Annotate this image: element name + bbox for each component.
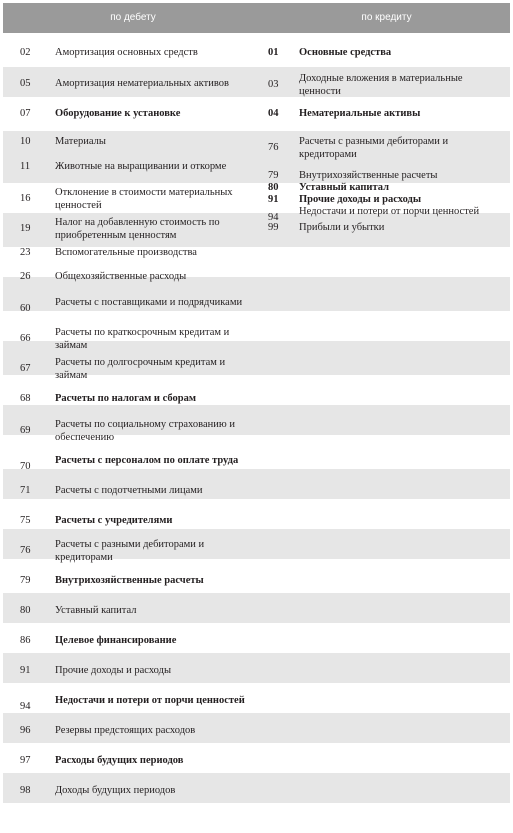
debit-account-name: Доходы будущих периодов xyxy=(55,785,176,796)
credit-account-code: 80 xyxy=(268,182,279,193)
debit-account-name: Общехозяйственные расходы xyxy=(55,271,187,282)
debit-account-code: 19 xyxy=(20,223,31,234)
debit-account-code: 75 xyxy=(20,515,31,526)
debit-account-code: 23 xyxy=(20,247,31,258)
debit-account-code: 26 xyxy=(20,271,31,282)
debit-account-name: Расчеты по налогам и сборам xyxy=(55,393,196,404)
debit-account-name: Отклонение в стоимости материальных ценностей xyxy=(55,187,233,211)
credit-account-code: 79 xyxy=(268,170,279,181)
debit-account-name: Целевое финансирование xyxy=(55,635,177,646)
debit-account-code: 60 xyxy=(20,303,31,314)
credit-account-name: Расчеты с разными дебиторами и кредиторами xyxy=(299,136,449,160)
debit-account-name: Резервы предстоящих расходов xyxy=(55,725,196,736)
debit-account-name: Расчеты с персоналом по оплате труда xyxy=(55,455,239,466)
debit-account-code: 69 xyxy=(20,425,31,436)
debit-account-name: Амортизация основных средств xyxy=(55,47,198,58)
debit-account-name: Вспомогательные производства xyxy=(55,247,197,258)
credit-account-name: Уставный капитал xyxy=(299,182,389,193)
debit-account-name: Амортизация нематериальных активов xyxy=(55,78,229,89)
credit-account-name: Недостачи и потери от порчи ценностей xyxy=(299,206,480,217)
credit-account-code: 91 xyxy=(268,194,279,205)
debit-account-code: 10 xyxy=(20,136,31,147)
debit-account-name: Оборудование к установке xyxy=(55,108,181,119)
debit-account-name: Расчеты с поставщиками и подрядчиками xyxy=(55,297,243,308)
debit-account-code: 94 xyxy=(20,701,31,712)
debit-account-name: Расчеты с разными дебиторами и кредиторами xyxy=(55,539,205,563)
table-row xyxy=(3,803,510,833)
debit-account-code: 91 xyxy=(20,665,31,676)
credit-account-name: Нематериальные активы xyxy=(299,108,421,119)
debit-account-code: 68 xyxy=(20,393,31,404)
debit-account-code: 79 xyxy=(20,575,31,586)
header-debit: по дебету xyxy=(110,12,156,23)
credit-account-name: Основные средства xyxy=(299,47,392,58)
credit-account-name: Доходные вложения в материальные ценности xyxy=(299,73,463,97)
debit-account-code: 66 xyxy=(20,333,31,344)
debit-account-code: 07 xyxy=(20,108,31,119)
debit-account-name: Недостачи и потери от порчи ценностей xyxy=(55,695,245,706)
debit-account-code: 80 xyxy=(20,605,31,616)
debit-account-name: Расчеты с подотчетными лицами xyxy=(55,485,203,496)
debit-account-name: Расчеты по краткосрочным кредитам и займам xyxy=(55,327,230,351)
debit-account-name: Расчеты по долгосрочным кредитам и займам xyxy=(55,357,226,381)
credit-account-name: Прочие доходы и расходы xyxy=(299,194,422,205)
credit-account-code: 03 xyxy=(268,79,279,90)
debit-account-code: 16 xyxy=(20,193,31,204)
debit-account-code: 76 xyxy=(20,545,31,556)
debit-account-name: Прочие доходы и расходы xyxy=(55,665,172,676)
debit-account-name: Уставный капитал xyxy=(55,605,137,616)
debit-account-code: 98 xyxy=(20,785,31,796)
debit-account-code: 02 xyxy=(20,47,31,58)
debit-account-name: Внутрихозяйственные расчеты xyxy=(55,575,204,586)
header-credit: по кредиту xyxy=(361,12,412,23)
credit-account-code: 76 xyxy=(268,142,279,153)
debit-account-name: Налог на добавленную стоимость по приобретенным ценностям xyxy=(55,217,220,241)
credit-account-name: Внутрихозяйственные расчеты xyxy=(299,170,438,181)
debit-account-code: 71 xyxy=(20,485,31,496)
debit-account-code: 70 xyxy=(20,461,31,472)
credit-account-code: 01 xyxy=(268,47,279,58)
debit-account-name: Материалы xyxy=(55,136,106,147)
debit-account-name: Животные на выращивании и откорме xyxy=(55,161,227,172)
table-header xyxy=(3,3,510,33)
accounts-correspondence-table xyxy=(3,3,510,796)
debit-account-name: Расчеты по социальному страхованию и обеспечению xyxy=(55,419,235,443)
debit-account-name: Расчеты с учредителями xyxy=(55,515,173,526)
credit-account-code: 99 xyxy=(268,222,279,233)
debit-account-code: 96 xyxy=(20,725,31,736)
debit-account-code: 67 xyxy=(20,363,31,374)
debit-account-code: 11 xyxy=(20,161,31,172)
debit-account-name: Расходы будущих периодов xyxy=(55,755,184,766)
credit-account-code: 94 xyxy=(268,212,279,223)
debit-account-code: 05 xyxy=(20,78,31,89)
debit-account-code: 97 xyxy=(20,755,31,766)
debit-account-code: 86 xyxy=(20,635,31,646)
credit-account-name: Прибыли и убытки xyxy=(299,222,385,233)
credit-account-code: 04 xyxy=(268,108,279,119)
